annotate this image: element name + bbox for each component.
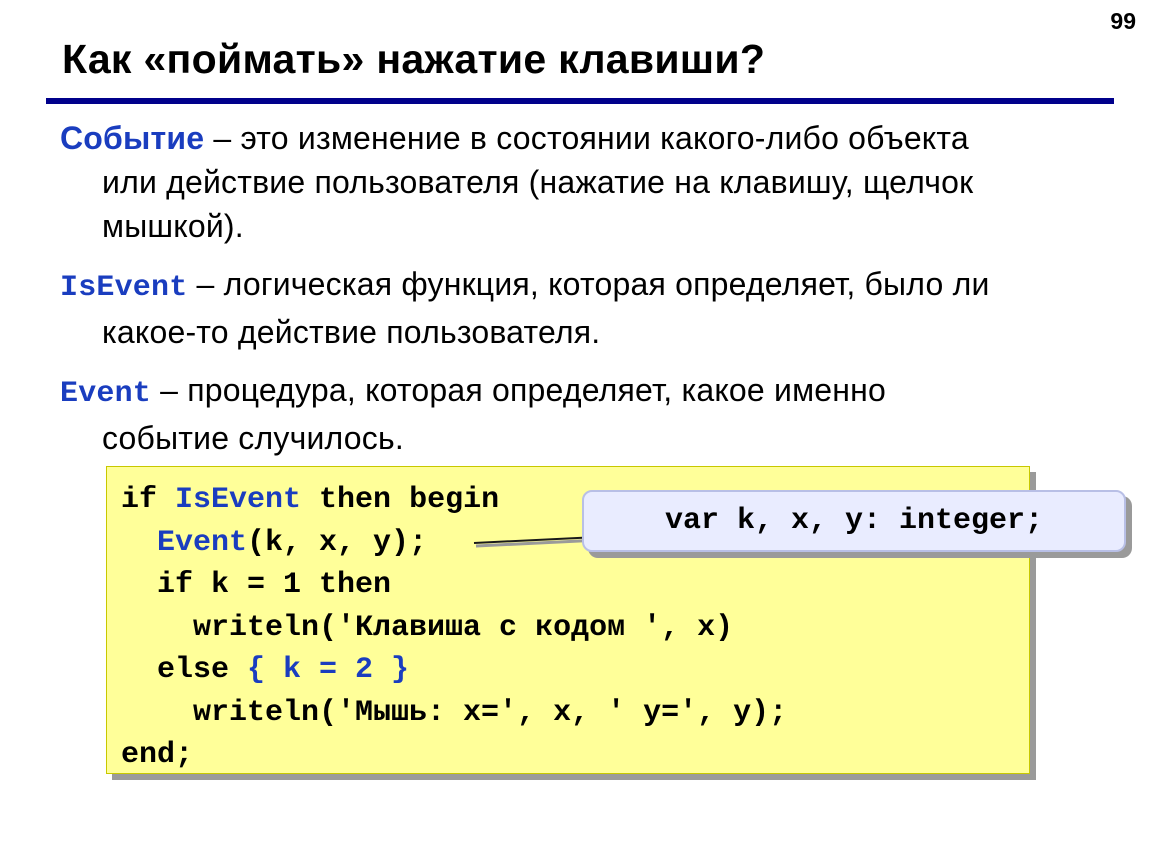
declaration-callout <box>582 490 1126 552</box>
code-line-7: end; <box>121 738 194 772</box>
definition-text: событие случилось. <box>102 420 404 456</box>
definition-text: – это изменение в состоянии какого-либо объекта <box>204 120 969 156</box>
definition-event <box>60 116 1120 248</box>
code-line-4: writeln('Клавиша с кодом ', x) <box>121 610 734 645</box>
term-event-procedure: Event <box>60 377 152 411</box>
definition-text: какое-то действие пользователя. <box>102 314 601 350</box>
term-isevent: IsEvent <box>60 271 188 305</box>
code-line-3: if k = 1 then <box>121 568 392 602</box>
slide-title: Как «поймать» нажатие клавиши? <box>62 36 766 82</box>
definition-isevent <box>60 262 1120 354</box>
title-divider <box>46 98 1114 104</box>
definition-text: мышкой). <box>102 208 244 244</box>
code-line-2: Event(k, x, y); <box>157 525 428 560</box>
term-event: Событие <box>60 120 205 156</box>
definition-text: – процедура, которая определяет, какое именно <box>151 372 887 408</box>
code-line-6: writeln('Мышь: x=', x, ' y=', y); <box>121 695 788 730</box>
definition-text: – логическая функция, которая определяет, было ли <box>187 266 990 302</box>
definition-text: или действие пользователя (нажатие на клавишу, щелчок <box>102 164 974 200</box>
code-line-5: else { k = 2 } <box>121 653 410 687</box>
code-line-1: if IsEvent then begin <box>121 483 500 517</box>
callout-text: var k, x, y: integer; <box>664 504 1044 538</box>
page-number: 99 <box>1110 8 1136 34</box>
definition-event-procedure <box>60 368 1120 460</box>
